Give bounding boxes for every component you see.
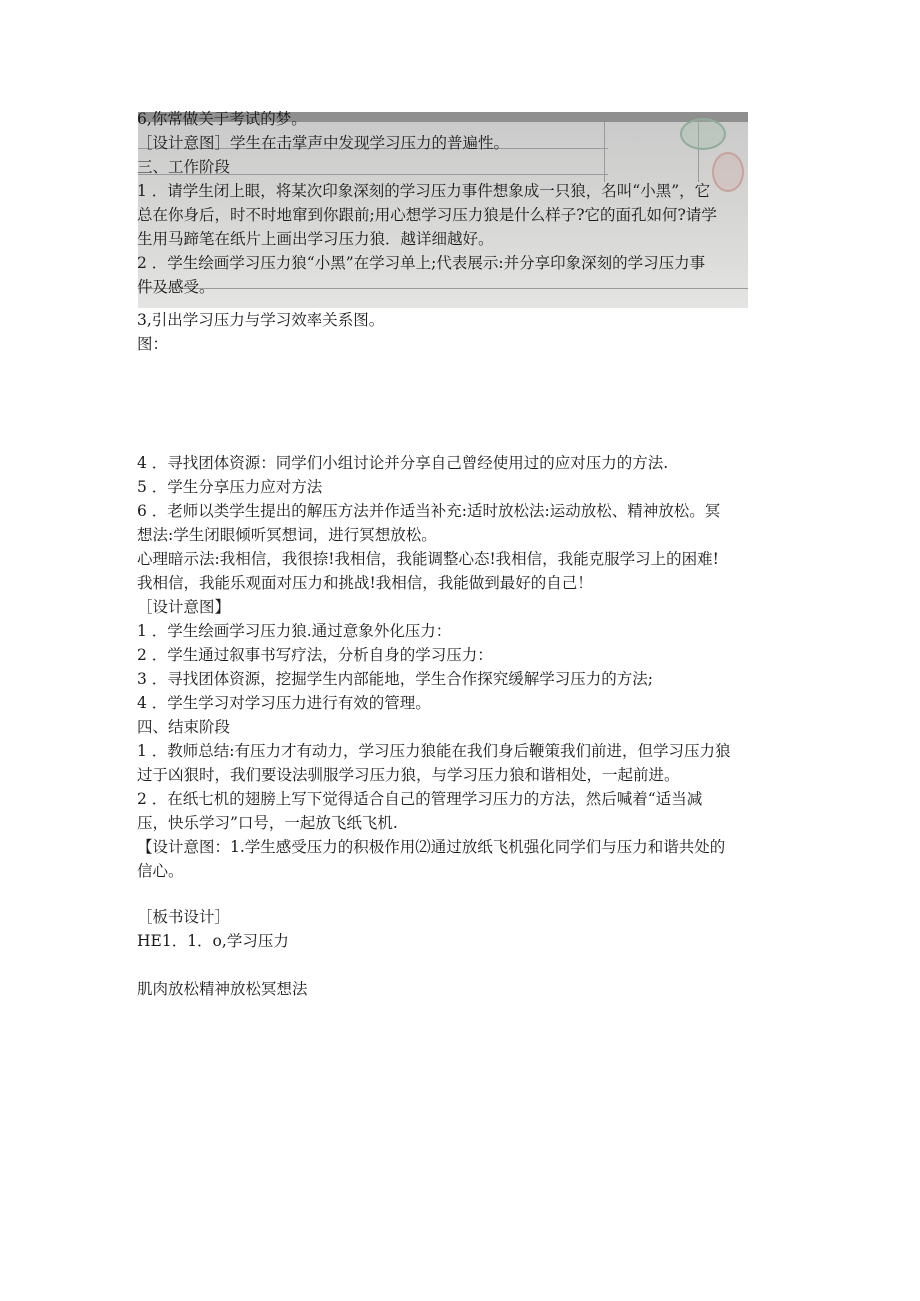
- text-line: 心理暗示法:我相信，我很捺!我相信，我能调整心态!我相信，我能克服学习上的困难!: [137, 550, 719, 568]
- text-line: 1 ．请学生闭上眼，将某次印象深刻的学习压力事件想象成一只狼，名叫“小黑”，它: [137, 182, 711, 200]
- text-line: ［设计意图】: [137, 598, 231, 616]
- stamp-icon: [680, 118, 726, 150]
- text-line: 5 ．学生分享压力应对方法: [137, 478, 323, 496]
- text-line: HE1．1．o,学习压力: [137, 932, 289, 950]
- text-line: 【设计意图：1.学生感受压力的积极作用⑵通过放纸飞机强化同学们与压力和谐共处的: [137, 838, 726, 856]
- text-line: 4 ．寻找团体资源：同学们小组讨论并分享自己曾经使用过的应对压力的方法.: [137, 454, 669, 472]
- text-line: 3,引出学习压力与学习效率关系图。: [137, 311, 385, 329]
- text-line: 4 ．学生学习对学习压力进行有效的管理。: [137, 694, 431, 712]
- stamp-icon: [712, 152, 744, 192]
- text-line: 件及感受。: [137, 278, 215, 296]
- text-line: 信心。: [137, 862, 184, 880]
- text-line: 1 ．学生绘画学习压力狼.通过意象外化压力：: [137, 622, 452, 640]
- text-line: 想法:学生闭眼倾听冥想词，进行冥想放松。: [137, 526, 437, 544]
- text-line: 过于凶狠时，我们要设法驯服学习压力狼，与学习压力狼和谐相处，一起前进。: [137, 766, 680, 784]
- text-line: 2 ．学生通过叙事书写疗法，分析自身的学习压力：: [137, 646, 493, 664]
- photo-grid-line: [138, 288, 748, 289]
- text-line: 3 ．寻找团体资源，挖掘学生内部能地，学生合作探究缓解学习压力的方法;: [137, 670, 654, 688]
- photo-grid-line: [604, 122, 605, 182]
- text-line: 6,你常做关于考试的梦。: [137, 110, 307, 128]
- text-line: 1 ．教师总结:有压力才有动力，学习压力狼能在我们身后鞭策我们前进，但学习压力狼: [137, 742, 731, 760]
- text-line: 肌肉放松精神放松冥想法: [137, 980, 308, 998]
- text-line: 2 ．在纸七机的翅膀上写下觉得适合自己的管理学习压力的方法，然后喊着“适当减: [137, 790, 703, 808]
- section-heading: 三、工作阶段: [137, 158, 231, 176]
- text-line: 6 ．老师以类学生提出的解压方法并作适当补充:适时放松法:运动放松、精神放松。冥: [137, 502, 721, 520]
- text-line: 压，快乐学习”口号，一起放飞纸飞机.: [137, 814, 398, 832]
- text-line: 图：: [137, 335, 169, 353]
- text-line: 我相信，我能乐观面对压力和挑战!我相信，我能做到最好的自己！: [137, 574, 593, 592]
- text-line: ［板书设计］: [137, 908, 231, 926]
- text-line: 生用马蹄笔在纸片上画出学习压力狼．越详细越好。: [137, 230, 494, 248]
- text-line: 总在你身后，时不时地窜到你跟前;用心想学习压力狼是什么样子?它的面孔如何?请学: [137, 206, 717, 224]
- text-line: 2 ．学生绘画学习压力狼“小黑”在学习单上;代表展示:并分享印象深刻的学习压力事: [137, 254, 706, 272]
- text-line: ［设计意图］学生在击掌声中发现学习压力的普遍性。: [137, 134, 510, 152]
- section-heading: 四、结束阶段: [137, 718, 231, 736]
